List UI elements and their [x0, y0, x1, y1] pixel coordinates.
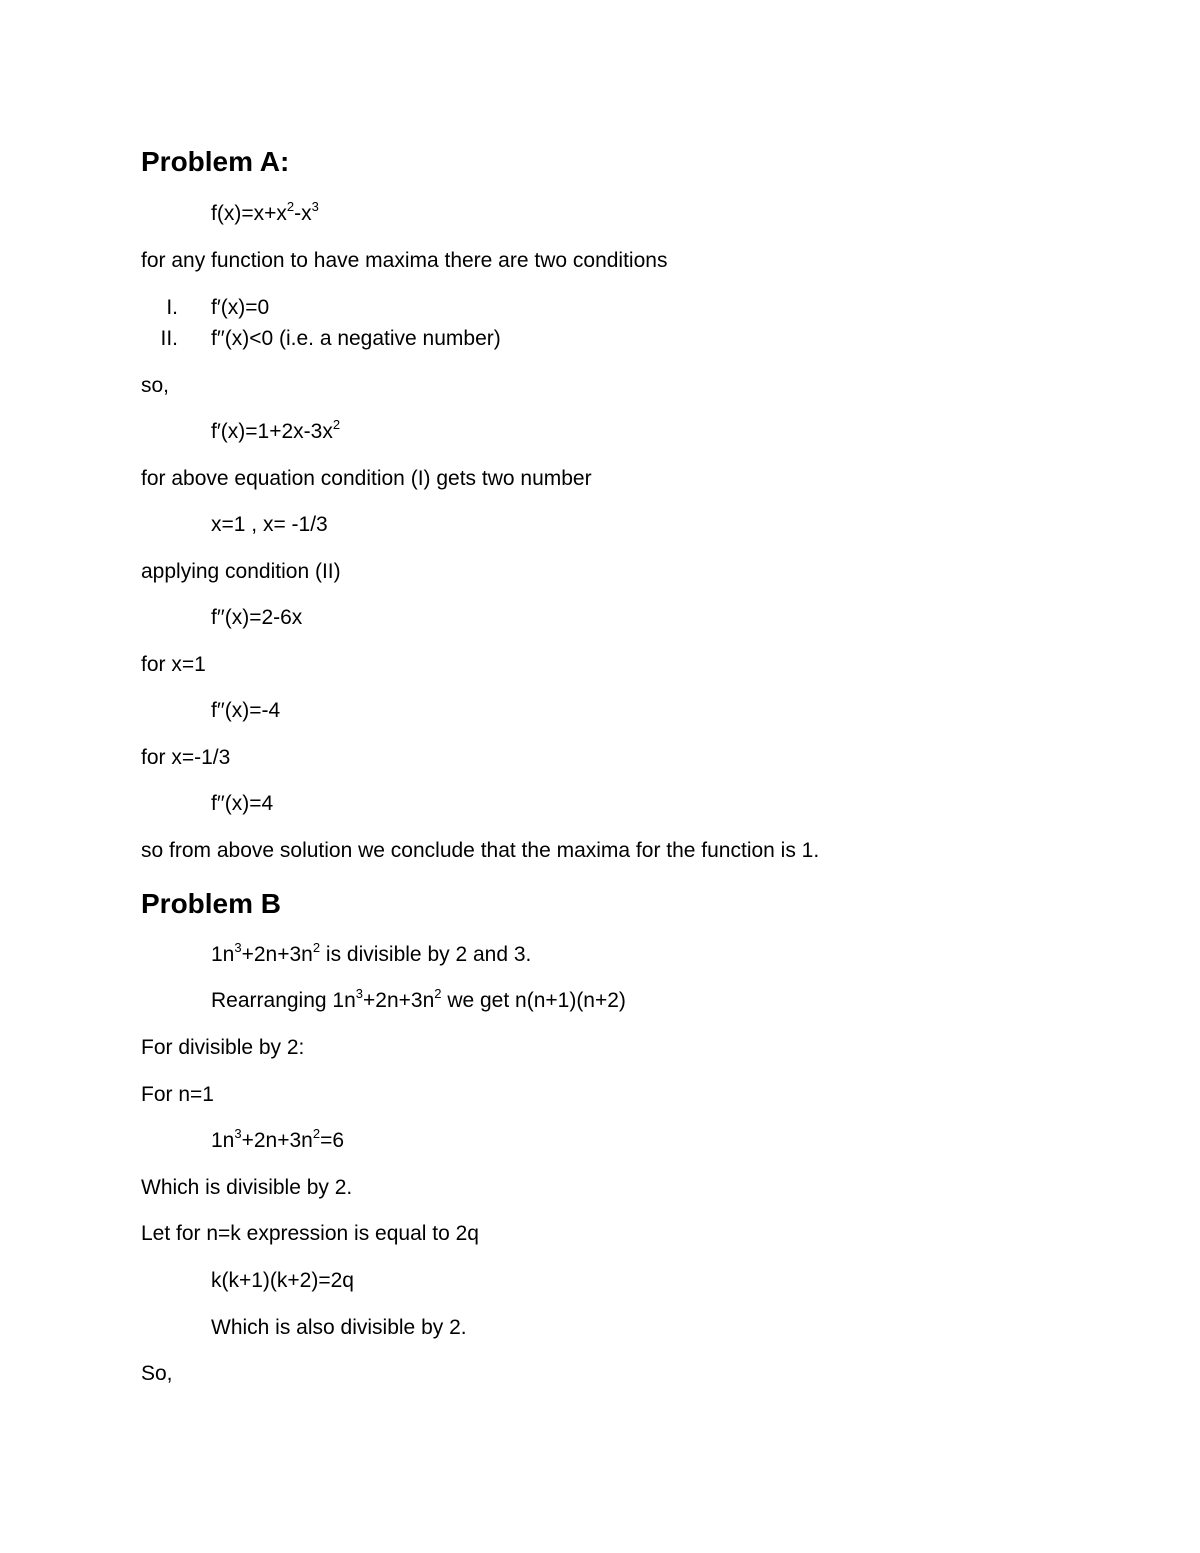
k-expression: k(k+1)(k+2)=2q: [211, 1269, 354, 1292]
second-derivative-x2: f′′(x)=4: [211, 792, 274, 815]
second-derivative-x1: f′′(x)=-4: [211, 699, 281, 722]
condition-1-text: f′(x)=0: [211, 296, 270, 319]
conclusion-text: so from above solution we conclude that the maxima for the function is 1.: [141, 839, 820, 862]
roots: x=1 , x= -1/3: [211, 513, 328, 536]
first-derivative: $f'(x)=1+2x-3x^2$: [211, 417, 341, 443]
which-divisible-text: Which is divisible by 2.: [141, 1176, 353, 1199]
rearranging-text: Rearranging $1n^3+2n+3n^2$ we get n(n+1)(n+2): [211, 986, 626, 1012]
condition-1-result-text: for above equation condition (I) gets two number: [141, 467, 592, 490]
so-text: so,: [141, 374, 170, 397]
let-n-k-text: Let for n=k expression is equal to 2q: [141, 1222, 479, 1245]
maxima-intro: for any function to have maxima there are two conditions: [141, 249, 668, 272]
condition-2-numeral: II.: [160, 327, 178, 350]
eval-n1: $1n^3+2n+3n^2=6$: [211, 1126, 345, 1152]
apply-condition-2-text: applying condition (II): [141, 560, 341, 583]
for-x2-text: for x=-1/3: [141, 746, 231, 769]
also-divisible-text: Which is also divisible by 2.: [211, 1316, 467, 1339]
for-n1-text: For n=1: [141, 1083, 214, 1106]
second-derivative: f′′(x)=2-6x: [211, 606, 303, 629]
so-text-b: So,: [141, 1362, 173, 1385]
problem-b-heading: Problem B: [141, 888, 282, 919]
condition-1-numeral: I.: [166, 296, 178, 319]
problem-b-statement: $1n^3+2n+3n^2$ is divisible by 2 and 3.: [211, 940, 532, 966]
problem-a-heading: Problem A:: [141, 146, 290, 177]
divisible-by-2-heading: For divisible by 2:: [141, 1036, 305, 1059]
condition-2-text: f′′(x)<0 (i.e. a negative number): [211, 327, 501, 350]
for-x1-text: for x=1: [141, 653, 206, 676]
function-definition: $f(x)=x+x^2-x^3$: [211, 199, 319, 225]
